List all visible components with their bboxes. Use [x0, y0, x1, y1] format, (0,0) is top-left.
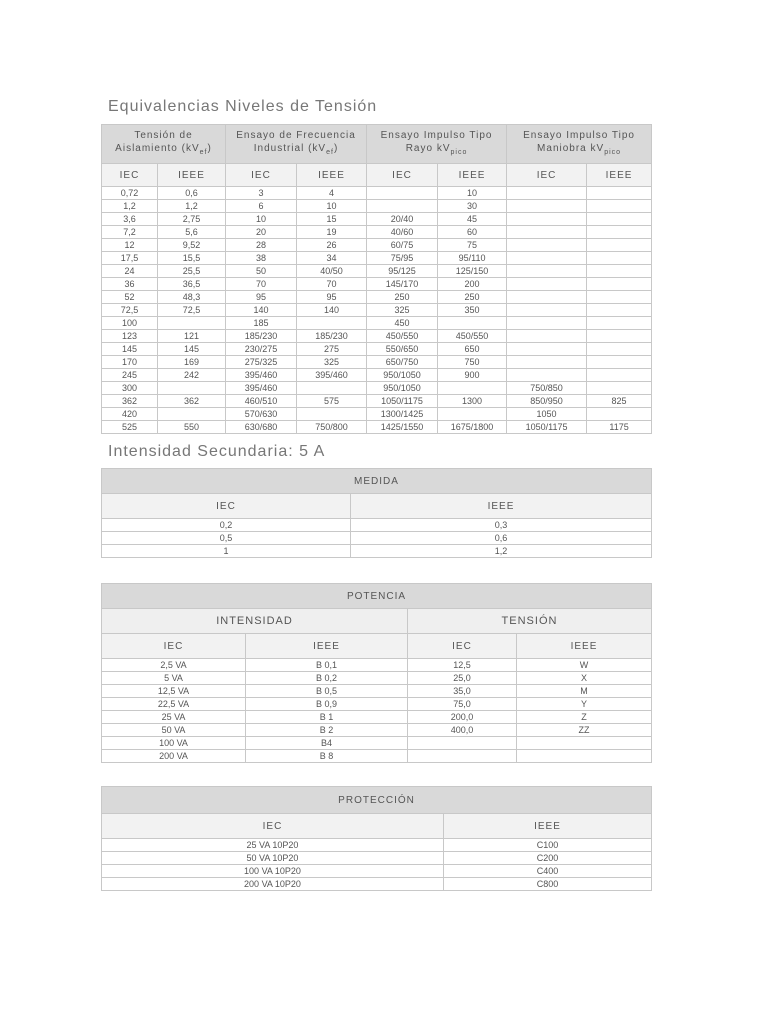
- table-cell: 22,5 VA: [102, 698, 246, 711]
- table-cell: [587, 265, 652, 278]
- table-cell: 4: [297, 187, 367, 200]
- table-cell: ZZ: [517, 724, 652, 737]
- table-cell: [517, 750, 652, 763]
- table-cell: 325: [297, 356, 367, 369]
- group-header-line1: Ensayo Impulso Tipo: [523, 130, 635, 141]
- potencia-header-iec-2: IEC: [408, 634, 517, 659]
- table-cell: 200: [438, 278, 507, 291]
- table-cell: [507, 226, 587, 239]
- table-cell: C200: [444, 852, 652, 865]
- table-cell: B4: [246, 737, 408, 750]
- table-cell: B 0,9: [246, 698, 408, 711]
- table-cell: [507, 369, 587, 382]
- table-cell: 7,2: [102, 226, 158, 239]
- voltage-levels-table: [101, 124, 652, 434]
- table-cell: 10: [438, 187, 507, 200]
- table-row: [102, 265, 652, 278]
- table-row: [102, 724, 652, 737]
- table-cell: 950/1050: [367, 382, 438, 395]
- table-cell: 200 VA: [102, 750, 246, 763]
- table-cell: 35,0: [408, 685, 517, 698]
- table-row: [102, 421, 652, 434]
- table-cell: 26: [297, 239, 367, 252]
- voltage-group-header-row: [102, 125, 652, 164]
- table-cell: 630/680: [226, 421, 297, 434]
- table-cell: [587, 187, 652, 200]
- table-cell: 95: [226, 291, 297, 304]
- table-cell: 250: [438, 291, 507, 304]
- table-cell: [587, 252, 652, 265]
- table-cell: 5,6: [158, 226, 226, 239]
- table-cell: 750/800: [297, 421, 367, 434]
- table-cell: [587, 317, 652, 330]
- group-header-unit-sub: pico: [604, 149, 622, 156]
- table-cell: 15: [297, 213, 367, 226]
- group-header-line2: Rayo kV: [405, 143, 451, 154]
- table-row: [102, 698, 652, 711]
- table-cell: 3: [226, 187, 297, 200]
- table-cell: 72,5: [102, 304, 158, 317]
- potencia-title: POTENCIA: [102, 584, 652, 609]
- table-cell: 20/40: [367, 213, 438, 226]
- table-cell: 1175: [587, 421, 652, 434]
- table-cell: Z: [517, 711, 652, 724]
- table-row: [102, 369, 652, 382]
- table-cell: 169: [158, 356, 226, 369]
- potencia-header-iec-1: IEC: [102, 634, 246, 659]
- table-cell: 17,5: [102, 252, 158, 265]
- table-cell: 19: [297, 226, 367, 239]
- table-cell: C800: [444, 878, 652, 891]
- table-cell: [507, 239, 587, 252]
- table-cell: 6: [226, 200, 297, 213]
- table-cell: 1300: [438, 395, 507, 408]
- table-cell: 300: [102, 382, 158, 395]
- table-cell: 75/95: [367, 252, 438, 265]
- table-cell: [507, 304, 587, 317]
- table-cell: [367, 187, 438, 200]
- table-cell: 12,5 VA: [102, 685, 246, 698]
- table-cell: 550: [158, 421, 226, 434]
- group-header-unit-sub: pico: [450, 149, 468, 156]
- table-cell: 250: [367, 291, 438, 304]
- table-cell: 20: [226, 226, 297, 239]
- table-cell: 100 VA 10P20: [102, 865, 444, 878]
- voltage-sub-header: IEC: [367, 164, 438, 187]
- table-cell: [297, 408, 367, 421]
- table-cell: 75,0: [408, 698, 517, 711]
- table-cell: [438, 408, 507, 421]
- table-cell: X: [517, 672, 652, 685]
- table-cell: 825: [587, 395, 652, 408]
- proteccion-table: [101, 786, 652, 891]
- table-cell: [507, 187, 587, 200]
- table-cell: 145: [158, 343, 226, 356]
- table-cell: 450: [367, 317, 438, 330]
- medida-header-ieee: IEEE: [351, 494, 652, 519]
- table-cell: 900: [438, 369, 507, 382]
- table-cell: W: [517, 659, 652, 672]
- table-cell: 72,5: [158, 304, 226, 317]
- table-cell: 245: [102, 369, 158, 382]
- table-cell: 95: [297, 291, 367, 304]
- table-cell: 200,0: [408, 711, 517, 724]
- proteccion-title: PROTECCIÓN: [102, 787, 652, 814]
- table-cell: [507, 213, 587, 226]
- table-cell: 0,3: [351, 519, 652, 532]
- table-cell: 362: [102, 395, 158, 408]
- voltage-group-header: [367, 125, 507, 164]
- table-cell: 25 VA: [102, 711, 246, 724]
- group-header-line2-end: ): [207, 143, 212, 154]
- potencia-header-ieee-1: IEEE: [246, 634, 408, 659]
- proteccion-header-ieee: IEEE: [444, 814, 652, 839]
- table-row: [102, 685, 652, 698]
- proteccion-header-iec: IEC: [102, 814, 444, 839]
- table-row: [102, 213, 652, 226]
- table-cell: [367, 200, 438, 213]
- medida-header-iec: IEC: [102, 494, 351, 519]
- table-cell: [297, 382, 367, 395]
- medida-title: MEDIDA: [102, 469, 652, 494]
- table-cell: 575: [297, 395, 367, 408]
- table-cell: 28: [226, 239, 297, 252]
- table-cell: [587, 304, 652, 317]
- table-row: [102, 672, 652, 685]
- table-cell: [507, 330, 587, 343]
- table-cell: 100: [102, 317, 158, 330]
- table-cell: 750: [438, 356, 507, 369]
- table-cell: 1050/1175: [507, 421, 587, 434]
- table-row: [102, 278, 652, 291]
- table-cell: [587, 330, 652, 343]
- voltage-sub-header: IEEE: [297, 164, 367, 187]
- table-cell: 350: [438, 304, 507, 317]
- table-row: [102, 200, 652, 213]
- table-cell: 750/850: [507, 382, 587, 395]
- table-cell: 123: [102, 330, 158, 343]
- table-cell: 12: [102, 239, 158, 252]
- table-cell: 145: [102, 343, 158, 356]
- table-cell: 95/110: [438, 252, 507, 265]
- table-cell: [587, 239, 652, 252]
- table-cell: 395/460: [226, 369, 297, 382]
- table-cell: 2,5 VA: [102, 659, 246, 672]
- table-cell: 1050: [507, 408, 587, 421]
- table-cell: 650: [438, 343, 507, 356]
- table-cell: [587, 382, 652, 395]
- table-row: [102, 226, 652, 239]
- table-row: [102, 545, 652, 558]
- table-cell: 140: [226, 304, 297, 317]
- table-cell: 185: [226, 317, 297, 330]
- group-header-line1: Ensayo de Frecuencia: [236, 130, 356, 141]
- voltage-group-header: [102, 125, 226, 164]
- table-cell: 25 VA 10P20: [102, 839, 444, 852]
- table-cell: 1675/1800: [438, 421, 507, 434]
- table-cell: 9,52: [158, 239, 226, 252]
- table-cell: 15,5: [158, 252, 226, 265]
- table-cell: 70: [297, 278, 367, 291]
- table-cell: 34: [297, 252, 367, 265]
- table-cell: [587, 356, 652, 369]
- table-cell: 121: [158, 330, 226, 343]
- table-cell: [507, 317, 587, 330]
- voltage-sub-header: IEC: [507, 164, 587, 187]
- table-cell: [158, 382, 226, 395]
- group-header-line2: Maniobra kV: [537, 143, 605, 154]
- table-cell: 400,0: [408, 724, 517, 737]
- table-row: [102, 343, 652, 356]
- table-cell: 325: [367, 304, 438, 317]
- table-cell: 200 VA 10P20: [102, 878, 444, 891]
- table-cell: 60/75: [367, 239, 438, 252]
- table-cell: C400: [444, 865, 652, 878]
- table-cell: [507, 265, 587, 278]
- table-cell: 36,5: [158, 278, 226, 291]
- voltage-sub-header: IEC: [102, 164, 158, 187]
- table-cell: B 8: [246, 750, 408, 763]
- table-cell: 395/460: [297, 369, 367, 382]
- table-row: [102, 737, 652, 750]
- table-cell: 185/230: [297, 330, 367, 343]
- potencia-group-tension: TENSIÓN: [408, 609, 652, 634]
- table-cell: [408, 750, 517, 763]
- table-cell: 450/550: [438, 330, 507, 343]
- table-cell: 650/750: [367, 356, 438, 369]
- group-header-line2: Aislamiento (kV: [115, 143, 200, 154]
- group-header-line1: Ensayo Impulso Tipo: [380, 130, 493, 141]
- table-cell: 570/630: [226, 408, 297, 421]
- table-cell: [507, 278, 587, 291]
- table-cell: 0,6: [351, 532, 652, 545]
- table-cell: 550/650: [367, 343, 438, 356]
- table-cell: 275/325: [226, 356, 297, 369]
- table-cell: [587, 408, 652, 421]
- table-cell: 52: [102, 291, 158, 304]
- group-header-line2-end: ): [333, 143, 339, 154]
- table-cell: [507, 343, 587, 356]
- table-cell: [158, 408, 226, 421]
- table-cell: [507, 291, 587, 304]
- potencia-table: [101, 583, 652, 763]
- table-row: [102, 865, 652, 878]
- table-cell: 25,0: [408, 672, 517, 685]
- table-row: [102, 711, 652, 724]
- table-cell: C100: [444, 839, 652, 852]
- table-cell: [408, 737, 517, 750]
- table-cell: B 0,2: [246, 672, 408, 685]
- table-cell: [587, 291, 652, 304]
- table-cell: 145/170: [367, 278, 438, 291]
- table-row: [102, 839, 652, 852]
- table-cell: 70: [226, 278, 297, 291]
- voltage-group-header: [226, 125, 367, 164]
- voltage-sub-header-row: [102, 164, 652, 187]
- table-cell: 50: [226, 265, 297, 278]
- table-cell: 100 VA: [102, 737, 246, 750]
- voltage-section-title: Equivalencias Niveles de Tensión: [108, 98, 378, 115]
- table-cell: M: [517, 685, 652, 698]
- current-section-title: Intensidad Secundaria: 5 A: [108, 443, 326, 460]
- medida-table: [101, 468, 652, 558]
- table-cell: [438, 317, 507, 330]
- table-cell: 420: [102, 408, 158, 421]
- table-cell: 170: [102, 356, 158, 369]
- table-cell: 1,2: [351, 545, 652, 558]
- table-row: [102, 532, 652, 545]
- group-header-unit-sub: ef: [326, 149, 334, 156]
- table-cell: 10: [226, 213, 297, 226]
- table-row: [102, 519, 652, 532]
- table-row: [102, 330, 652, 343]
- table-cell: [507, 356, 587, 369]
- table-cell: 395/460: [226, 382, 297, 395]
- table-cell: 0,5: [102, 532, 351, 545]
- table-row: [102, 852, 652, 865]
- voltage-sub-header: IEEE: [158, 164, 226, 187]
- table-cell: 125/150: [438, 265, 507, 278]
- table-cell: 60: [438, 226, 507, 239]
- table-cell: [587, 226, 652, 239]
- table-cell: 36: [102, 278, 158, 291]
- table-cell: 12,5: [408, 659, 517, 672]
- table-row: [102, 187, 652, 200]
- table-cell: 0,2: [102, 519, 351, 532]
- table-row: [102, 659, 652, 672]
- table-cell: 50 VA: [102, 724, 246, 737]
- table-cell: B 2: [246, 724, 408, 737]
- voltage-sub-header: IEC: [226, 164, 297, 187]
- table-cell: 242: [158, 369, 226, 382]
- table-cell: [507, 200, 587, 213]
- table-cell: [587, 369, 652, 382]
- table-cell: [158, 317, 226, 330]
- table-cell: 25,5: [158, 265, 226, 278]
- table-cell: 140: [297, 304, 367, 317]
- table-cell: 40/50: [297, 265, 367, 278]
- table-cell: 1050/1175: [367, 395, 438, 408]
- table-row: [102, 878, 652, 891]
- potencia-group-intensidad: INTENSIDAD: [102, 609, 408, 634]
- table-row: [102, 291, 652, 304]
- group-header-unit-sub: ef: [199, 149, 208, 156]
- table-cell: 850/950: [507, 395, 587, 408]
- table-cell: [587, 343, 652, 356]
- table-row: [102, 239, 652, 252]
- table-cell: [438, 382, 507, 395]
- table-cell: 0,6: [158, 187, 226, 200]
- table-cell: B 0,1: [246, 659, 408, 672]
- table-row: [102, 356, 652, 369]
- table-cell: 50 VA 10P20: [102, 852, 444, 865]
- table-cell: 1,2: [158, 200, 226, 213]
- table-row: [102, 304, 652, 317]
- table-cell: 525: [102, 421, 158, 434]
- table-cell: 2,75: [158, 213, 226, 226]
- table-cell: 230/275: [226, 343, 297, 356]
- table-cell: [587, 278, 652, 291]
- table-cell: 185/230: [226, 330, 297, 343]
- potencia-header-ieee-2: IEEE: [517, 634, 652, 659]
- table-row: [102, 395, 652, 408]
- table-cell: 40/60: [367, 226, 438, 239]
- table-row: [102, 317, 652, 330]
- table-cell: [297, 317, 367, 330]
- table-cell: B 0,5: [246, 685, 408, 698]
- table-cell: 1,2: [102, 200, 158, 213]
- table-cell: 10: [297, 200, 367, 213]
- table-cell: [507, 252, 587, 265]
- table-cell: 38: [226, 252, 297, 265]
- table-cell: [587, 213, 652, 226]
- table-cell: 1: [102, 545, 351, 558]
- table-cell: 0,72: [102, 187, 158, 200]
- table-cell: Y: [517, 698, 652, 711]
- table-row: [102, 750, 652, 763]
- table-row: [102, 252, 652, 265]
- table-cell: 362: [158, 395, 226, 408]
- voltage-sub-header: IEEE: [587, 164, 652, 187]
- table-cell: 5 VA: [102, 672, 246, 685]
- table-cell: 1425/1550: [367, 421, 438, 434]
- table-cell: 75: [438, 239, 507, 252]
- table-cell: 1300/1425: [367, 408, 438, 421]
- table-cell: 30: [438, 200, 507, 213]
- table-cell: 95/125: [367, 265, 438, 278]
- table-row: [102, 382, 652, 395]
- table-cell: 24: [102, 265, 158, 278]
- voltage-group-header: [507, 125, 652, 164]
- table-cell: 48,3: [158, 291, 226, 304]
- table-cell: 275: [297, 343, 367, 356]
- table-row: [102, 408, 652, 421]
- table-cell: B 1: [246, 711, 408, 724]
- table-cell: [587, 200, 652, 213]
- table-cell: [517, 737, 652, 750]
- table-cell: 3,6: [102, 213, 158, 226]
- table-cell: 45: [438, 213, 507, 226]
- table-cell: 450/550: [367, 330, 438, 343]
- group-header-line2: Industrial (kV: [253, 143, 327, 154]
- voltage-sub-header: IEEE: [438, 164, 507, 187]
- table-cell: 460/510: [226, 395, 297, 408]
- table-cell: 950/1050: [367, 369, 438, 382]
- group-header-line1: Tensión de: [134, 130, 193, 141]
